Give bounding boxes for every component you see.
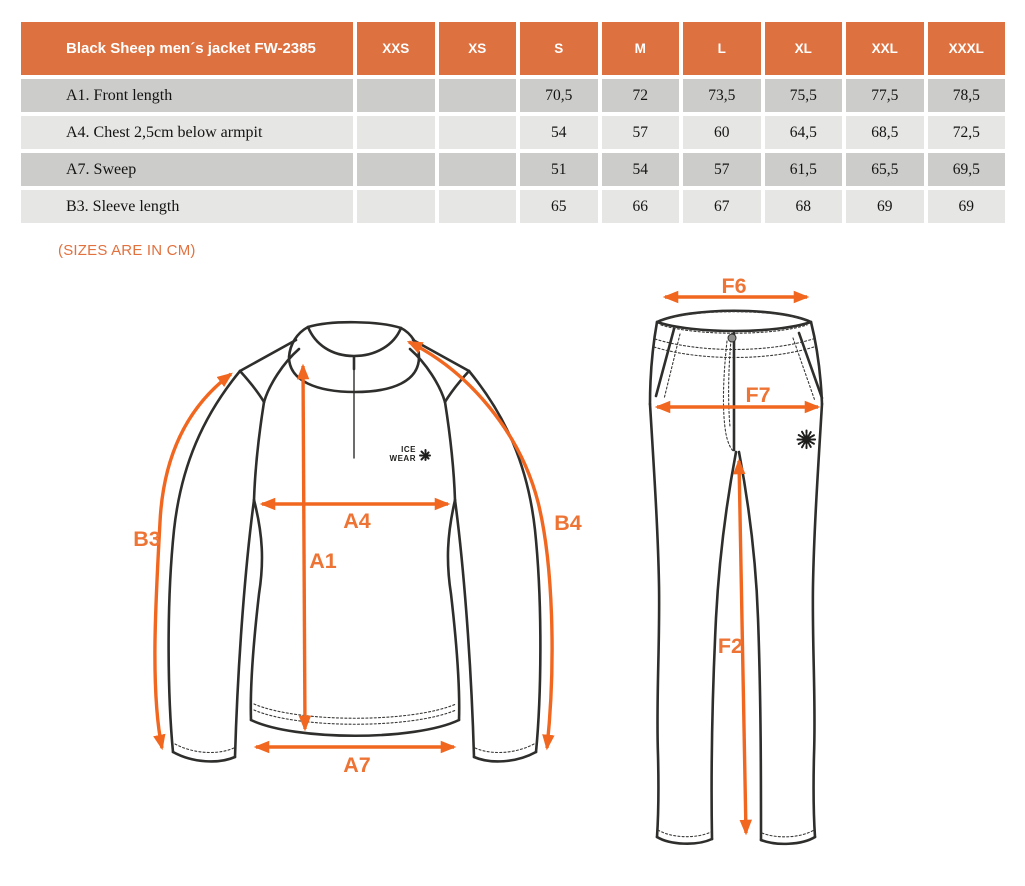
collar-inner xyxy=(308,322,401,356)
cell-a4-xxxl: 72,5 xyxy=(928,116,1006,149)
cell-a7-xxl: 65,5 xyxy=(846,153,924,186)
size-header-s: S xyxy=(520,22,598,75)
a1-front-length-arrow xyxy=(303,366,305,729)
row-label-a4: A4. Chest 2,5cm below armpit xyxy=(21,116,353,149)
f6-label: F6 xyxy=(721,274,747,298)
size-header-xs: XS xyxy=(439,22,517,75)
brand-text-ice: ICE xyxy=(401,445,416,454)
cell-b3-m: 66 xyxy=(602,190,680,223)
row-label-a7: A7. Sweep xyxy=(21,153,353,186)
cell-b3-l: 67 xyxy=(683,190,761,223)
cell-a4-xxs xyxy=(357,116,435,149)
cell-b3-xl: 68 xyxy=(765,190,843,223)
table-title: Black Sheep men´s jacket FW-2385 xyxy=(21,22,353,75)
cell-a4-xs xyxy=(439,116,517,149)
cell-a7-l: 57 xyxy=(683,153,761,186)
waistband-inner xyxy=(657,311,811,331)
cell-a4-xl: 64,5 xyxy=(765,116,843,149)
size-header-xxl: XXL xyxy=(846,22,924,75)
row-label-b3: B3. Sleeve length xyxy=(21,190,353,223)
size-header-m: M xyxy=(602,22,680,75)
cell-a7-m: 54 xyxy=(602,153,680,186)
a1-label: A1 xyxy=(309,549,337,573)
cell-b3-s: 65 xyxy=(520,190,598,223)
cell-a4-xxl: 68,5 xyxy=(846,116,924,149)
cell-a1-xxxl: 78,5 xyxy=(928,79,1006,112)
cell-a1-xl: 75,5 xyxy=(765,79,843,112)
f7-label: F7 xyxy=(745,383,771,407)
cell-a1-s: 70,5 xyxy=(520,79,598,112)
cell-a1-xxs xyxy=(357,79,435,112)
a4-label: A4 xyxy=(343,509,371,533)
pants-measure-arrows xyxy=(657,297,818,833)
cell-a7-xs xyxy=(439,153,517,186)
b3-sleeve-arrow xyxy=(155,374,231,748)
cell-a1-m: 72 xyxy=(602,79,680,112)
cell-a1-xxl: 77,5 xyxy=(846,79,924,112)
pants-measurement-diagram xyxy=(638,272,838,860)
size-header-xxxl: XXXL xyxy=(928,22,1006,75)
jacket-measurement-diagram xyxy=(118,278,596,800)
cell-a4-m: 57 xyxy=(602,116,680,149)
b4-sleeve-arrow xyxy=(409,342,552,748)
size-chart-table xyxy=(21,22,1005,223)
cell-b3-xxl: 69 xyxy=(846,190,924,223)
jacket-outline xyxy=(169,322,541,761)
cell-b3-xxs xyxy=(357,190,435,223)
brand-text-wear: WEAR xyxy=(389,454,416,463)
b4-label: B4 xyxy=(554,511,582,535)
size-header-xxs: XXS xyxy=(357,22,435,75)
size-header-xl: XL xyxy=(765,22,843,75)
waist-button xyxy=(728,334,736,342)
cell-a4-l: 60 xyxy=(683,116,761,149)
cell-b3-xxxl: 69 xyxy=(928,190,1006,223)
sizes-in-cm-note: (SIZES ARE IN CM) xyxy=(58,242,196,259)
b3-label: B3 xyxy=(133,527,161,551)
cell-a7-s: 51 xyxy=(520,153,598,186)
left-pocket xyxy=(656,329,674,396)
snowflake-icon xyxy=(420,450,431,461)
size-header-l: L xyxy=(683,22,761,75)
cell-a7-xxs xyxy=(357,153,435,186)
cell-b3-xs xyxy=(439,190,517,223)
cell-a7-xxxl: 69,5 xyxy=(928,153,1006,186)
cell-a7-xl: 61,5 xyxy=(765,153,843,186)
cell-a1-l: 73,5 xyxy=(683,79,761,112)
a7-label: A7 xyxy=(343,753,371,777)
f2-label: F2 xyxy=(717,634,743,658)
cell-a4-s: 54 xyxy=(520,116,598,149)
pants-outline xyxy=(650,311,822,844)
cell-a1-xs xyxy=(439,79,517,112)
icewear-logo xyxy=(390,445,431,463)
row-label-a1: A1. Front length xyxy=(21,79,353,112)
snowflake-icon xyxy=(798,431,816,449)
